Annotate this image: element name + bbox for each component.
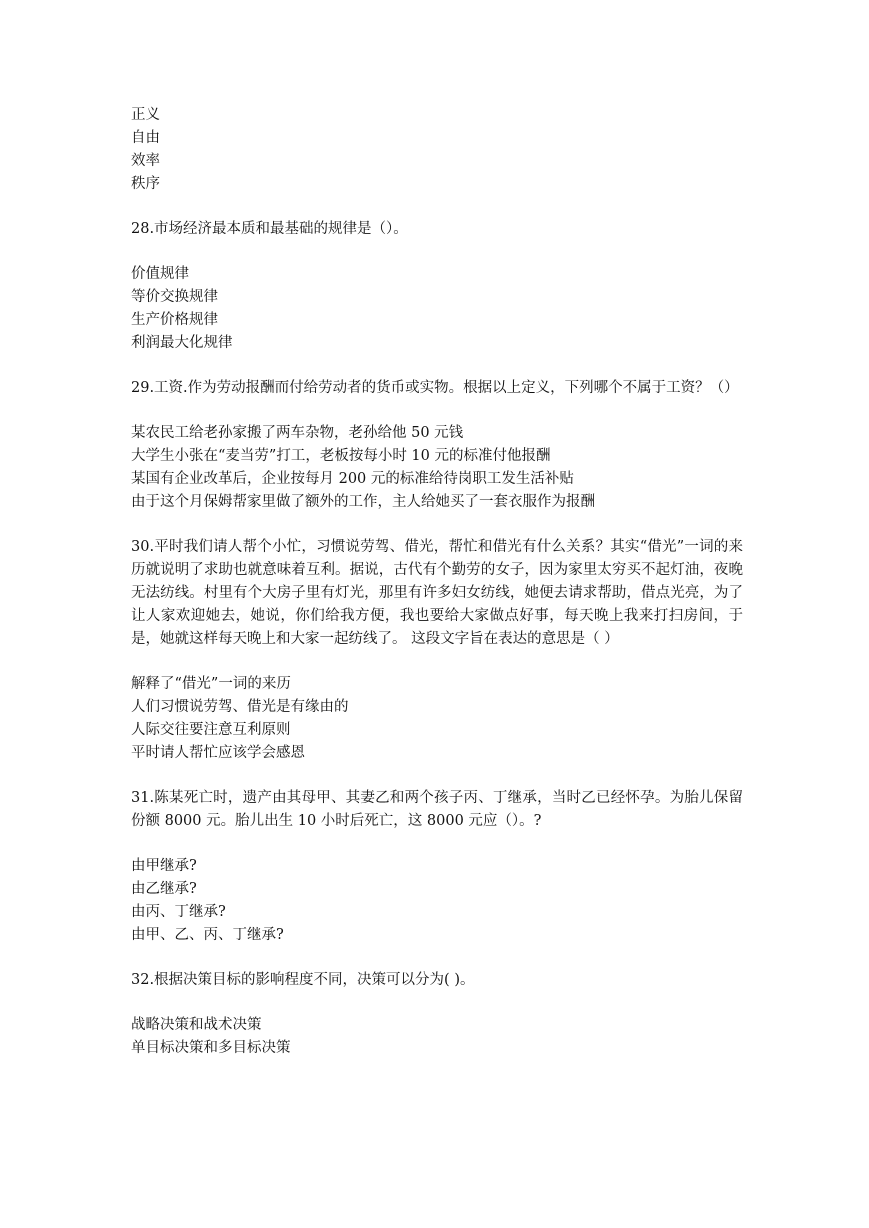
option-line: 由丙、丁继承? <box>131 904 226 920</box>
option-line: 人际交往要注意互利原则 <box>131 722 291 738</box>
leading-options <box>131 104 743 196</box>
option-line: 战略决策和战术决策 <box>131 1017 262 1033</box>
option-line: 自由 <box>131 130 160 146</box>
question-title: 31.陈某死亡时，遗产由其母甲、其妻乙和两个孩子丙、丁继承，当时乙已经怀孕。为胎儿保留份额 8000 元。胎儿出生 10 小时后死亡，这 8000 元应（）。? <box>131 790 743 829</box>
question-32 <box>131 969 743 1060</box>
option-line: 人们习惯说劳驾、借光是有缘由的 <box>131 699 349 715</box>
option-line: 由乙继承? <box>131 881 197 897</box>
option-line: 生产价格规律 <box>131 312 218 328</box>
question-title: 28.市场经济最本质和最基础的规律是（）。 <box>131 221 408 237</box>
option-line: 大学生小张在“麦当劳”打工，老板按每小时 10 元的标准付他报酬 <box>131 448 551 464</box>
option-line: 由于这个月保姆帮家里做了额外的工作，主人给她买了一套衣服作为报酬 <box>131 494 595 510</box>
document-page <box>131 104 743 1060</box>
option-line: 某农民工给老孙家搬了两车杂物，老孙给他 50 元钱 <box>131 425 464 441</box>
option-line: 等价交换规律 <box>131 289 218 305</box>
option-line: 正义 <box>131 107 160 123</box>
question-title: 32.根据决策目标的影响程度不同，决策可以分为( )。 <box>131 972 475 988</box>
option-line: 由甲、乙、丙、丁继承? <box>131 927 284 943</box>
option-line: 效率 <box>131 153 160 169</box>
question-title: 29.工资.作为劳动报酬而付给劳动者的货币或实物。根据以上定义，下列哪个不属于工资？（） <box>131 380 739 396</box>
option-line: 单目标决策和多目标决策 <box>131 1040 291 1056</box>
option-line: 平时请人帮忙应该学会感恩 <box>131 745 305 761</box>
question-31 <box>131 787 743 947</box>
question-29 <box>131 377 743 514</box>
question-28 <box>131 218 743 355</box>
option-line: 秩序 <box>131 176 160 192</box>
question-title: 30.平时我们请人帮个小忙，习惯说劳驾、借光，帮忙和借光有什么关系？其实“借光”一词的来历就说明了求助也就意味着互利。据说，古代有个勤劳的女子，因为家里太穷买不起灯油，夜晚无法纺线。村里有个大房子里有灯光，那里有许多妇女纺线，她便去请求帮助，借点光亮，为了让人家欢迎她去，她说，你们给我方便，我也要给大家做点好事，每天晚上我来打扫房间，于是，她就这样每天晚上和大家一起纺线了。 这段文字旨在表达的意思是（ ） <box>131 539 743 647</box>
option-line: 某国有企业改革后，企业按每月 200 元的标准给待岗职工发生活补贴 <box>131 471 574 487</box>
option-line: 解释了“借光”一词的来历 <box>131 676 291 692</box>
option-line: 由甲继承? <box>131 858 197 874</box>
option-line: 价值规律 <box>131 266 189 282</box>
option-line: 利润最大化规律 <box>131 335 233 351</box>
question-30 <box>131 536 743 765</box>
